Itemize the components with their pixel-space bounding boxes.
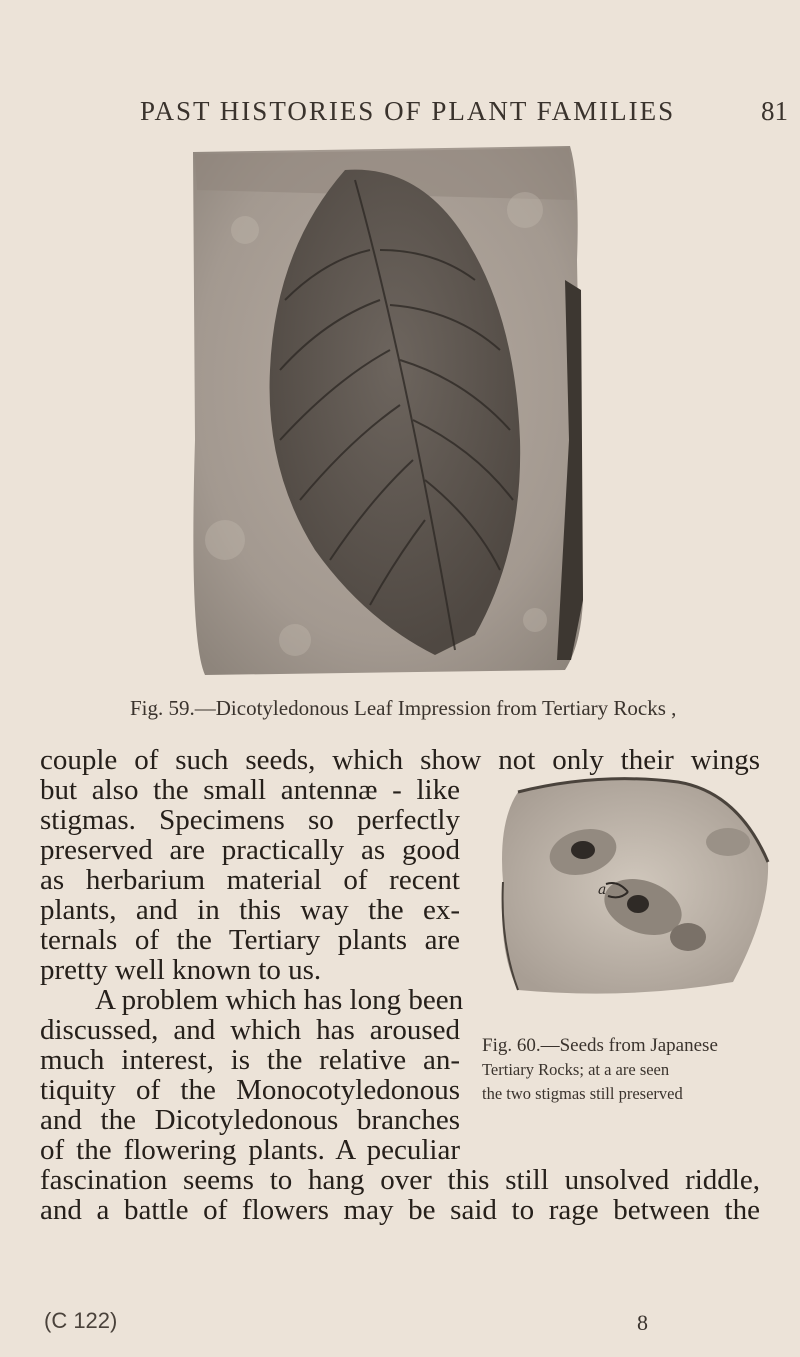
body-line-2: but also the small antennæ - like [40,774,460,806]
running-header [140,96,790,136]
figure-60-label-a: a [598,882,607,898]
body-line-5: as herbarium material of recent [40,864,460,896]
figure-59-caption: Fig. 59.—Dicotyledonous Leaf Impression from Tertiary Rocks , [130,696,677,720]
body-line-14: of the flowering plants. A peculiar [40,1134,460,1166]
printer-signature: (C 122) [44,1308,118,1333]
body-line-11: much interest, is the relative an- [40,1044,460,1076]
figure-60-caption-line-3: the two stigmas still preserved [482,1084,683,1103]
body-line-3: stigmas. Specimens so perfectly [40,804,460,836]
body-line-9: A problem which has long been [95,984,464,1016]
body-line-4: preserved are practically as good [40,834,460,866]
body-line-1: couple of such seeds, which show not only their wings [40,744,760,776]
figure-60-caption-line-1: Fig. 60.—Seeds from Japanese [482,1035,718,1056]
fossil-seeds-photo-icon [478,762,778,1002]
body-line-6: plants, and in this way the ex- [40,894,460,926]
body-line-15: fascination seems to hang over this still unsolved riddle, [40,1164,760,1196]
body-line-13: and the Dicotyledonous branches [40,1104,460,1136]
body-line-8: pretty well known to us. [40,954,322,986]
sheet-mark: 8 [637,1310,648,1335]
running-title: PAST HISTORIES OF PLANT FAMILIES [140,96,676,126]
page-number: 81 [761,96,788,126]
body-line-10: discussed, and which has aroused [40,1014,460,1046]
fossil-leaf-impression-photo-icon [185,140,585,680]
body-line-16: and a battle of flowers may be said to rage between the [40,1194,760,1226]
figure-60-caption-line-2: Tertiary Rocks; at a are seen [482,1060,670,1079]
body-line-12: tiquity of the Monocotyledonous [40,1074,460,1106]
body-line-7: ternals of the Tertiary plants are [40,924,460,956]
